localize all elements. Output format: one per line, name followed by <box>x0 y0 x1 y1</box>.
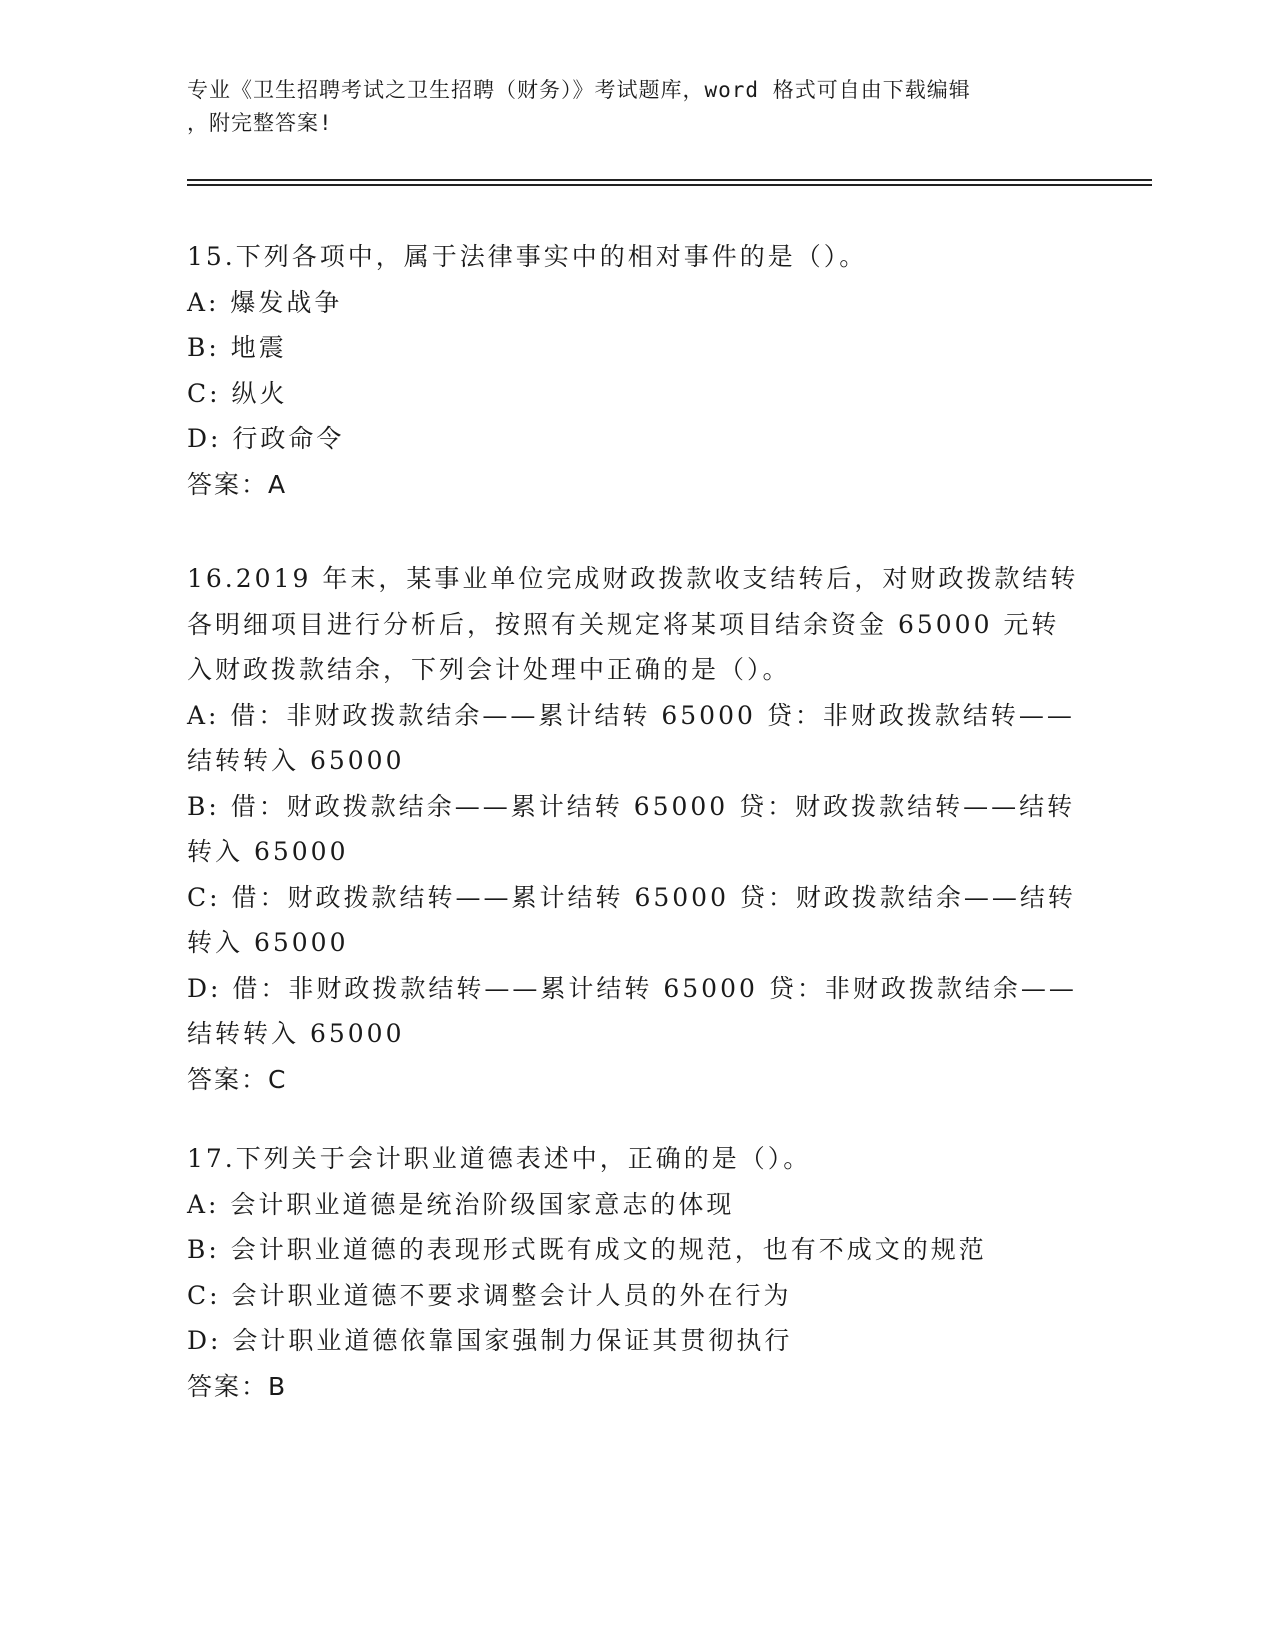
option-b: B: 会计职业道德的表现形式既有成文的规范，也有不成文的规范 <box>187 1235 987 1264</box>
option-b: B: 地震 <box>187 333 287 362</box>
question-17 <box>187 1136 1087 1409</box>
option-c: C: 会计职业道德不要求调整会计人员的外在行为 <box>187 1280 792 1310</box>
question-stem-line-3: 入财政拨款结余，下列会计处理中正确的是（）。 <box>187 655 791 684</box>
option-d: D: 行政命令 <box>187 424 345 453</box>
option-b-line-1: B: 借：财政拨款结余——累计结转 65000 贷：财政拨款结转——结转 <box>187 791 1076 821</box>
header-line-2: ，附完整答案! <box>187 111 333 135</box>
question-15 <box>187 234 1087 507</box>
option-d: D: 会计职业道德依靠国家强制力保证其贯彻执行 <box>187 1326 793 1355</box>
question-stem: 17.下列关于会计职业道德表述中，正确的是（）。 <box>187 1144 812 1173</box>
answer-label: 答案：A <box>187 469 288 499</box>
option-a: A: 爆发战争 <box>187 287 343 317</box>
header-divider-top <box>187 179 1152 181</box>
document-header <box>187 74 1067 140</box>
option-d-line-2: 结转转入 65000 <box>187 1019 405 1048</box>
question-16 <box>187 556 1087 1102</box>
option-c-line-2: 转入 65000 <box>187 928 349 957</box>
option-c: C: 纵火 <box>187 378 288 408</box>
option-a-line-1: A: 借：非财政拨款结余——累计结转 65000 贷：非财政拨款结转—— <box>187 700 1075 730</box>
header-line-1: 专业《卫生招聘考试之卫生招聘（财务）》考试题库，word 格式可自由下载编辑 <box>187 78 971 102</box>
option-b-line-2: 转入 65000 <box>187 837 349 866</box>
option-c-line-1: C: 借：财政拨款结转——累计结转 65000 贷：财政拨款结余——结转 <box>187 882 1076 912</box>
header-divider-bottom <box>187 184 1152 186</box>
option-d-line-1: D: 借：非财政拨款结转——累计结转 65000 贷：非财政拨款结余—— <box>187 973 1077 1003</box>
answer-label: 答案：C <box>187 1064 288 1094</box>
option-a-line-2: 结转转入 65000 <box>187 746 405 775</box>
question-stem-line-2: 各明细项目进行分析后，按照有关规定将某项目结余资金 65000 元转 <box>187 609 1060 639</box>
question-stem: 15.下列各项中，属于法律事实中的相对事件的是（）。 <box>187 242 868 271</box>
option-a: A: 会计职业道德是统治阶级国家意志的体现 <box>187 1189 735 1219</box>
answer-label: 答案：B <box>187 1371 288 1401</box>
question-stem-line-1: 16.2019 年末，某事业单位完成财政拨款收支结转后，对财政拨款结转 <box>187 564 1079 593</box>
